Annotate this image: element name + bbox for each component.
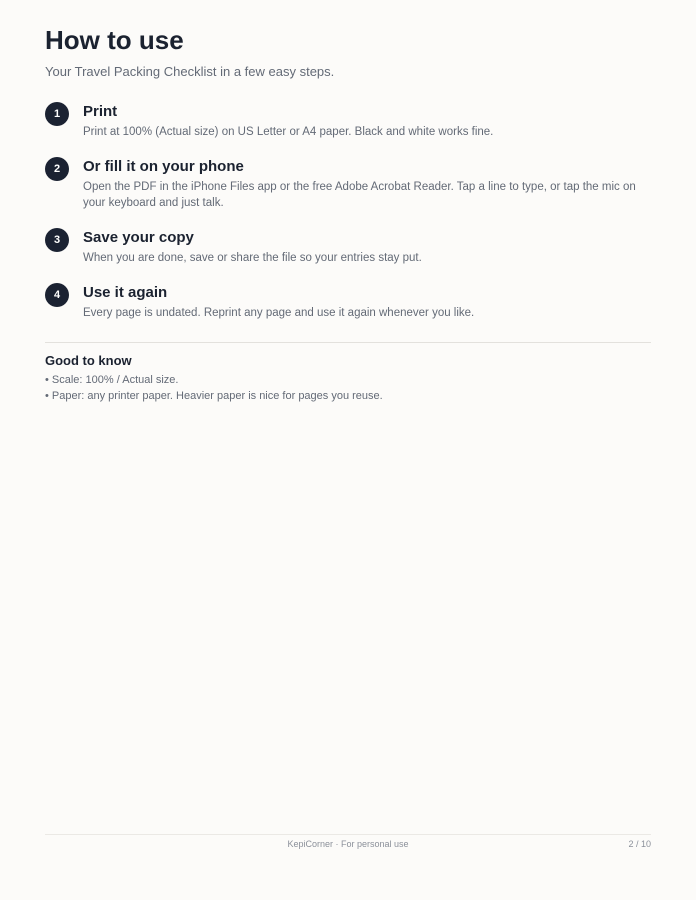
- step-title: Use it again: [83, 284, 168, 301]
- step-use-again: [45, 282, 655, 321]
- section-divider: [45, 342, 651, 343]
- step-description: Print at 100% (Actual size) on US Letter or A4 paper. Black and white works fine.: [83, 126, 494, 138]
- good-to-know-heading: Good to know: [45, 353, 132, 368]
- step-title: Save your copy: [83, 229, 194, 246]
- page-number: 2 / 10: [628, 839, 651, 849]
- step-description: Every page is undated. Reprint any page and use it again whenever you like.: [83, 307, 475, 319]
- step-save-copy: [45, 227, 655, 266]
- good-to-know-list: [45, 372, 383, 404]
- step-number-badge: 3: [45, 228, 69, 252]
- footer-divider: [45, 834, 651, 835]
- page-subtitle: Your Travel Packing Checklist in a few easy steps.: [45, 64, 335, 79]
- footer-text: KepiCorner · For personal use: [287, 839, 409, 849]
- good-to-know-item: • Scale: 100% / Actual size.: [45, 374, 179, 386]
- step-number-badge: 1: [45, 102, 69, 126]
- step-description: When you are done, save or share the file so your entries stay put.: [83, 252, 422, 264]
- step-number-badge: 4: [45, 283, 69, 307]
- step-fill-on-phone: [45, 156, 655, 211]
- steps-list: [45, 101, 655, 337]
- good-to-know-item: • Paper: any printer paper. Heavier paper is nice for pages you reuse.: [45, 390, 383, 402]
- step-print: [45, 101, 655, 140]
- page-title: How to use: [45, 25, 184, 55]
- step-title: Print: [83, 103, 118, 120]
- step-description: Open the PDF in the iPhone Files app or the free Adobe Acrobat Reader. Tap a line to type, or tap the mic on your keyboard and just talk.: [83, 181, 636, 209]
- step-number-badge: 2: [45, 157, 69, 181]
- step-title: Or fill it on your phone: [83, 158, 244, 175]
